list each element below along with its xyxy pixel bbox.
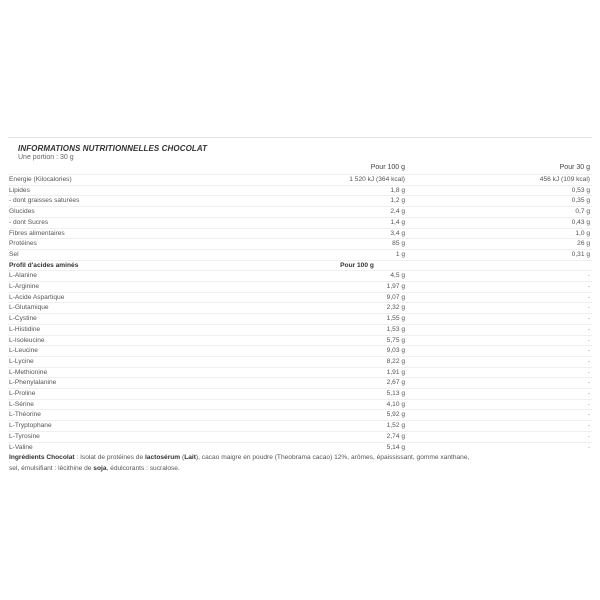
amino-row xyxy=(8,421,592,432)
amino-row-per30: - xyxy=(405,367,592,378)
amino-row-name: L-Tyrosine xyxy=(8,431,309,442)
nutrient-row xyxy=(8,185,592,196)
amino-row-per100: 5,14 g xyxy=(309,442,405,452)
nutrient-row-per100: 1 520 kJ (364 kcal) xyxy=(309,175,405,186)
amino-row-name: L-Histidine xyxy=(8,324,309,335)
amino-row xyxy=(8,431,592,442)
panel-title: INFORMATIONS NUTRITIONNELLES CHOCOLAT xyxy=(18,144,208,153)
amino-row-per30: - xyxy=(405,282,592,293)
amino-header-row-per30 xyxy=(405,260,592,271)
nutrient-row xyxy=(8,217,592,228)
amino-row-per100: 5,75 g xyxy=(309,335,405,346)
amino-row-per30: - xyxy=(405,378,592,389)
amino-row xyxy=(8,389,592,400)
amino-row-per100: 4,10 g xyxy=(309,399,405,410)
header-name-cell xyxy=(8,162,309,175)
ingredients-part-4: , édulcorants : sucralose. xyxy=(106,464,180,472)
amino-row-per30: - xyxy=(405,292,592,303)
amino-row xyxy=(8,292,592,303)
nutrient-row xyxy=(8,239,592,250)
nutrient-row-name: - dont Sucres xyxy=(8,217,309,228)
amino-row-name: L-Arginine xyxy=(8,282,309,293)
amino-row xyxy=(8,282,592,293)
nutrient-row xyxy=(8,249,592,260)
amino-row-per30: - xyxy=(405,356,592,367)
amino-row-per30: - xyxy=(405,442,592,452)
ingredients-label: Ingrédients Chocolat xyxy=(9,454,75,462)
allergen-lactoserum: lactosérum xyxy=(144,454,181,462)
nutrient-row xyxy=(8,207,592,218)
amino-row-per100: 5,13 g xyxy=(309,389,405,400)
amino-row xyxy=(8,335,592,346)
amino-row-per100: 2,67 g xyxy=(309,378,405,389)
amino-row-per30: - xyxy=(405,399,592,410)
amino-row xyxy=(8,324,592,335)
nutrient-row-per30: 26 g xyxy=(405,239,592,250)
nutrient-row-per30: 0,31 g xyxy=(405,249,592,260)
nutrient-row-name: Fibres alimentaires xyxy=(8,228,309,239)
nutrient-row-name: - dont graisses saturées xyxy=(8,196,309,207)
amino-row-name: L-Valine xyxy=(8,442,309,452)
amino-row-per30: - xyxy=(405,421,592,432)
amino-row-per30: - xyxy=(405,335,592,346)
nutrient-row-per30: 0,53 g xyxy=(405,185,592,196)
nutrient-row-per100: 2,4 g xyxy=(309,207,405,218)
amino-row xyxy=(8,346,592,357)
amino-row-per100: 5,92 g xyxy=(309,410,405,421)
amino-row xyxy=(8,442,592,452)
amino-row-per30: - xyxy=(405,324,592,335)
amino-row-name: L-Théorine xyxy=(8,410,309,421)
amino-row xyxy=(8,303,592,314)
amino-row-per30: - xyxy=(405,271,592,282)
amino-row xyxy=(8,410,592,421)
amino-header-row-name: Profil d'acides aminés xyxy=(8,260,309,271)
amino-row-name: L-Acide Aspartique xyxy=(8,292,309,303)
nutrient-row-per30: 0,43 g xyxy=(405,217,592,228)
table-header-row xyxy=(8,162,592,175)
amino-row xyxy=(8,399,592,410)
ingredients-part-2: ( xyxy=(180,454,185,462)
amino-row xyxy=(8,367,592,378)
nutrient-row-name: Protéines xyxy=(8,239,309,250)
amino-row xyxy=(8,271,592,282)
amino-row xyxy=(8,314,592,325)
amino-row-per100: 9,03 g xyxy=(309,346,405,357)
amino-row-name: L-Phenylalanine xyxy=(8,378,309,389)
nutrient-row-per100: 85 g xyxy=(309,239,405,250)
amino-row-name: L-Sérine xyxy=(8,399,309,410)
amino-row-name: L-Isoleucine xyxy=(8,335,309,346)
nutrient-row xyxy=(8,228,592,239)
amino-row-per100: 1,97 g xyxy=(309,282,405,293)
header-per100: Pour 100 g xyxy=(370,164,405,171)
amino-row-per100: 2,74 g xyxy=(309,431,405,442)
amino-row-per100: 2,32 g xyxy=(309,303,405,314)
amino-row-per100: 1,55 g xyxy=(309,314,405,325)
amino-row-name: L-Glutamique xyxy=(8,303,309,314)
amino-row-per30: - xyxy=(405,410,592,421)
nutrition-table xyxy=(8,162,592,452)
amino-row xyxy=(8,356,592,367)
amino-row-name: L-Methionine xyxy=(8,367,309,378)
nutrient-row xyxy=(8,196,592,207)
amino-header-row xyxy=(8,260,592,271)
nutrient-row-name: Glucides xyxy=(8,207,309,218)
amino-row-per100: 1,91 g xyxy=(309,367,405,378)
amino-row-name: L-Cystine xyxy=(8,314,309,325)
ingredients-text xyxy=(9,453,479,474)
amino-row-per100: 1,52 g xyxy=(309,421,405,432)
nutrient-row-per100: 1,4 g xyxy=(309,217,405,228)
amino-row-per100: 8,22 g xyxy=(309,356,405,367)
amino-row-name: L-Alanine xyxy=(8,271,309,282)
allergen-soja: soja xyxy=(93,464,107,472)
amino-row-name: L-Leucine xyxy=(8,346,309,357)
ingredients-part-1: : Isolat de protéines de xyxy=(74,454,145,462)
portion-size: Une portion : 30 g xyxy=(18,154,74,161)
nutrient-row xyxy=(8,175,592,186)
amino-row-per30: - xyxy=(405,346,592,357)
nutrient-row-per30: 0,7 g xyxy=(405,207,592,218)
nutrient-row-per30: 0,35 g xyxy=(405,196,592,207)
amino-row-per30: - xyxy=(405,303,592,314)
amino-row-per30: - xyxy=(405,389,592,400)
nutrition-panel xyxy=(8,137,592,474)
allergen-lait: Lait xyxy=(184,454,196,462)
header-per30: Pour 30 g xyxy=(559,164,590,171)
amino-row-name: L-Lycine xyxy=(8,356,309,367)
amino-row-name: L-Tryptophane xyxy=(8,421,309,432)
amino-row-name: L-Proline xyxy=(8,389,309,400)
nutrient-row-per100: 1,8 g xyxy=(309,185,405,196)
ingredients-part-3: ), cacao maigre en poudre (Theobrama cacao) 12%, arômes, épaississant, gomme xanthane, sel, émulsifiant : lécithine de xyxy=(9,454,470,472)
amino-row-per100: 9,07 g xyxy=(309,292,405,303)
amino-header-row-per100: Pour 100 g xyxy=(309,260,405,271)
nutrient-row-per100: 1 g xyxy=(309,249,405,260)
amino-row-per30: - xyxy=(405,314,592,325)
nutrient-row-per30: 456 kJ (109 kcal) xyxy=(405,175,592,186)
nutrient-row-name: Lipides xyxy=(8,185,309,196)
nutrient-row-per100: 1,2 g xyxy=(309,196,405,207)
amino-row-per100: 4,5 g xyxy=(309,271,405,282)
amino-row xyxy=(8,378,592,389)
nutrient-row-name: Energie (Kilocalories) xyxy=(8,175,309,186)
nutrient-row-per30: 1,0 g xyxy=(405,228,592,239)
amino-row-per30: - xyxy=(405,431,592,442)
nutrient-row-per100: 3,4 g xyxy=(309,228,405,239)
nutrient-row-name: Sel xyxy=(8,249,309,260)
amino-row-per100: 1,53 g xyxy=(309,324,405,335)
